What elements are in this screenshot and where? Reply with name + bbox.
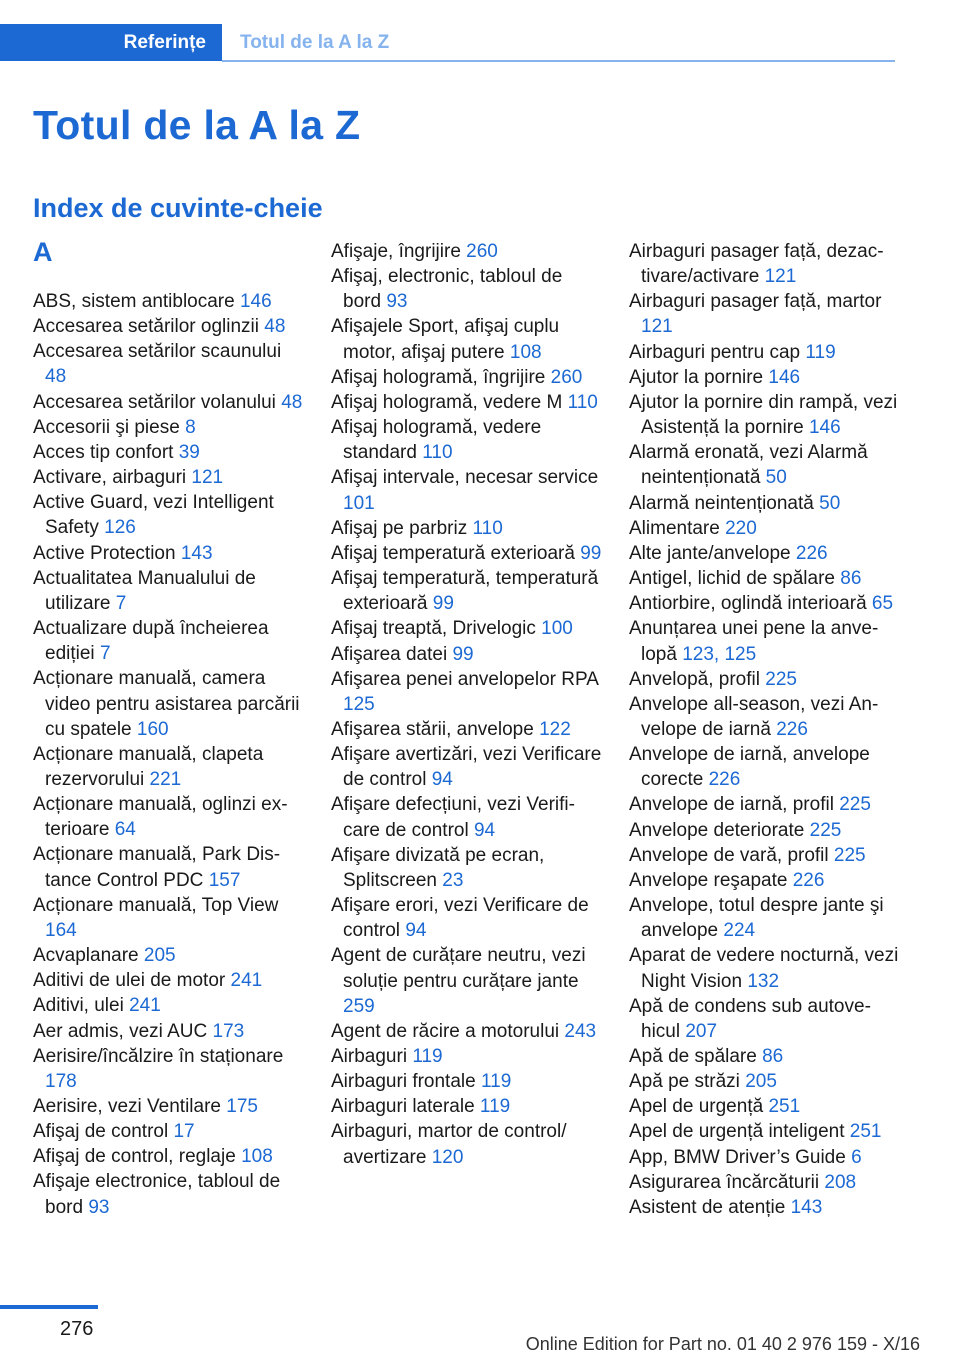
page-reference-link[interactable]: 108 (241, 1146, 273, 1168)
index-entry (331, 1119, 603, 1169)
index-entry (629, 340, 901, 365)
index-term: Afişaj temperatură, temperatură exterioară (331, 568, 599, 615)
index-term: Antiorbire, oglindă interioară (629, 593, 867, 615)
index-entry (33, 616, 305, 666)
page-reference-link[interactable]: 221 (149, 768, 182, 790)
page-reference-link[interactable]: 205 (143, 945, 176, 967)
index-entry (33, 1019, 305, 1044)
index-term: Acvaplanare (33, 945, 139, 967)
page-reference-link[interactable]: 48 (45, 366, 67, 388)
index-term: Apă pe străzi (629, 1071, 740, 1093)
index-entry (331, 792, 603, 842)
page-reference-link[interactable]: 122 (539, 718, 571, 740)
index-term: Afişaj de control (33, 1121, 169, 1143)
page-reference-link[interactable]: 110 (567, 391, 598, 413)
index-entry (33, 742, 305, 792)
chapter-tab-label: Totul de la A la Z (240, 31, 390, 53)
page-reference-link[interactable]: 241 (129, 995, 161, 1017)
page-reference-link[interactable]: 119 (805, 341, 836, 363)
page-reference-link[interactable]: 226 (792, 869, 825, 891)
index-entry (331, 667, 603, 717)
page-reference-link[interactable]: 208 (824, 1171, 857, 1193)
page-reference-link[interactable]: 8 (185, 416, 196, 438)
page-reference-link[interactable]: 39 (178, 441, 200, 463)
index-term: Anvelope all-season, vezi Anvelope de iarnă (629, 693, 879, 740)
page-reference-link[interactable]: 220 (725, 517, 757, 539)
page-reference-link[interactable]: 157 (208, 869, 241, 891)
index-term: Afişarea penei anvelopelor RPA (331, 668, 598, 690)
index-entry (629, 541, 901, 566)
index-term: Afişaj intervale, necesar service (331, 467, 599, 489)
page-reference-link[interactable]: 205 (745, 1071, 777, 1093)
index-term: Afişaj pe parbriz (331, 517, 468, 539)
page-reference-link[interactable]: 48 (281, 391, 303, 413)
page-header (0, 24, 895, 62)
page-reference-link[interactable]: 86 (762, 1046, 784, 1067)
index-term: Acționare manuală, oglinzi exterioare (33, 794, 288, 841)
index-term: Afişaj de control, reglaje (33, 1146, 236, 1168)
index-entry (33, 1169, 305, 1219)
page-reference-link[interactable]: 93 (386, 291, 408, 313)
index-entry (33, 993, 305, 1018)
page-reference-link[interactable]: 64 (114, 819, 136, 841)
index-term: Aerisire, vezi Ventilare (33, 1096, 221, 1117)
page-reference-link[interactable]: 164 (45, 919, 77, 941)
index-entry (33, 465, 305, 490)
page-reference-link[interactable]: 225 (839, 794, 871, 816)
index-entry (629, 1195, 901, 1220)
index-term: Afişaj treaptă, Drivelogic (331, 618, 536, 640)
section-tab-label: Referințe (123, 31, 206, 53)
page-reference-link[interactable]: 93 (88, 1196, 110, 1218)
page-reference-link[interactable]: 225 (809, 819, 842, 841)
index-entry (629, 792, 901, 817)
page-reference-link[interactable]: 94 (405, 920, 427, 942)
index-entry (33, 415, 305, 440)
index-term: Airbaguri pentru cap (629, 341, 801, 363)
index-entry (33, 943, 305, 968)
index-term: Anvelope reşapate (629, 869, 788, 891)
page-reference-link[interactable]: 7 (115, 592, 127, 614)
index-term: Anvelope de iarnă, anvelope corecte (629, 744, 870, 791)
index-term: Afişarea datei (331, 643, 448, 665)
page-reference-link[interactable]: 160 (136, 718, 169, 740)
index-term: Acces tip confort (33, 441, 174, 463)
page-reference-link[interactable]: 86 (840, 568, 862, 590)
index-entry (629, 994, 901, 1044)
index-entry (33, 1119, 305, 1144)
index-entry (629, 1069, 901, 1094)
index-term: Afişaje electronice, tabloul de bord (33, 1171, 281, 1218)
index-term: Afişare erori, vezi Verificare de control (331, 895, 589, 942)
index-entry (331, 314, 603, 364)
index-entry (629, 440, 901, 490)
index-term: Antigel, lichid de spălare (629, 568, 835, 590)
index-term: Airbaguri frontale (331, 1071, 476, 1093)
page-reference-link[interactable]: 241 (230, 970, 263, 992)
index-entry (33, 792, 305, 842)
page-reference-link[interactable]: 226 (708, 769, 741, 791)
index-term: Agent de curățare neutru, vezi soluție pentru curățare jante (331, 945, 586, 992)
index-entry (629, 491, 901, 516)
page-reference-link[interactable]: 260 (550, 366, 583, 388)
page-reference-link[interactable]: 143 (180, 542, 213, 564)
index-term: Alimentare (629, 517, 720, 539)
index-entry (331, 843, 603, 893)
index-entry (629, 818, 901, 843)
page-reference-link[interactable]: 175 (226, 1096, 258, 1117)
index-entry (629, 616, 901, 666)
index-entry (331, 1044, 603, 1069)
page-reference-link[interactable]: 48 (264, 316, 286, 338)
index-term: Afişarea stării, anvelope (331, 718, 534, 740)
page-reference-link[interactable]: 259 (343, 995, 375, 1017)
page-reference-link[interactable]: 260 (466, 241, 498, 262)
page-reference-link[interactable]: 121 (764, 266, 797, 288)
index-entry (331, 616, 603, 641)
page-reference-link[interactable]: 17 (173, 1121, 195, 1143)
index-entry (331, 566, 603, 616)
page-reference-link[interactable]: 108 (509, 341, 542, 363)
page-reference-link[interactable]: 50 (819, 492, 841, 514)
index-term: Acționare manuală, Top View (33, 894, 279, 916)
index-term: Alte jante/anvelope (629, 542, 791, 564)
index-entry (331, 264, 603, 314)
page-reference-link[interactable]: 110 (472, 517, 503, 539)
page-reference-link[interactable]: 143 (790, 1196, 823, 1218)
index-term: Afişaj hologramă, vedere standard (331, 417, 542, 464)
index-term: Anvelope de vară, profil (629, 844, 829, 866)
index-term: Alarmă eronată, vezi Alarmă neintenționată (629, 442, 868, 489)
index-entry (331, 893, 603, 943)
index-entry (33, 893, 305, 943)
index-term: Airbaguri laterale (331, 1096, 475, 1118)
index-term: Apă de condens sub autovehicul (629, 995, 871, 1042)
page-reference-link[interactable]: 120 (431, 1146, 464, 1168)
index-entry (629, 667, 901, 692)
index-term: Apel de urgență (629, 1096, 764, 1118)
index-entry (629, 289, 901, 339)
index-term: Afişaj hologramă, vedere M (331, 391, 563, 413)
index-entry (331, 717, 603, 742)
index-entry (629, 1119, 901, 1144)
index-term: Afişare defecțiuni, vezi Verificare de control (331, 794, 575, 841)
page-reference-link[interactable]: 226 (795, 542, 828, 564)
page-reference-link[interactable]: 132 (747, 970, 780, 992)
index-entry (629, 365, 901, 390)
page-reference-link[interactable]: 101 (343, 492, 375, 514)
index-entry (33, 314, 305, 339)
page-reference-link[interactable]: 99 (452, 643, 474, 665)
page-reference-link[interactable]: 119 (412, 1046, 443, 1067)
index-term: Aerisire/încălzire în staționare (33, 1045, 284, 1067)
index-entry (629, 943, 901, 993)
page-reference-link[interactable]: 121 (641, 316, 673, 338)
chapter-tab[interactable] (240, 24, 389, 61)
page-reference-link[interactable]: 6 (851, 1146, 862, 1168)
index-column-2 (331, 239, 603, 1170)
index-entry (33, 1044, 305, 1094)
index-entry (331, 1094, 603, 1119)
index-term: Active Guard, vezi Intelligent Safety (33, 492, 274, 539)
page-reference-link[interactable]: 23 (442, 869, 464, 891)
index-term: Afişaj hologramă, îngrijire (331, 366, 546, 388)
page-reference-link[interactable]: 243 (564, 1020, 597, 1042)
index-term: Actualitatea Manualului de utilizare (33, 567, 256, 614)
index-term: Afişaje, îngrijire (331, 241, 461, 262)
index-term: Acționare manuală, clapeta rezervorului (33, 743, 264, 790)
index-term: Accesarea setărilor volanului (33, 391, 276, 413)
footer-edition: Online Edition for Part no. 01 40 2 976 159 - X/16 (525, 1334, 920, 1354)
page-number: 276 (60, 1318, 94, 1340)
index-column-1 (33, 289, 305, 1220)
index-term: Ajutor la pornire (629, 366, 764, 388)
index-entry (629, 692, 901, 742)
index-term: Active Protection (33, 542, 176, 564)
index-term: Alarmă neintenționată (629, 492, 814, 514)
index-entry (629, 516, 901, 541)
page-reference-link[interactable]: 173 (212, 1020, 245, 1042)
page-reference-link[interactable]: 226 (776, 718, 808, 740)
index-term: Apă de spălare (629, 1046, 757, 1067)
index-term: Aditivi de ulei de motor (33, 970, 226, 992)
page-reference-link[interactable]: 125 (343, 693, 375, 715)
index-entry (331, 1069, 603, 1094)
index-term: Airbaguri pasager față, dezactivare/activare (629, 241, 884, 288)
index-term: Actualizare după încheierea ediției (33, 618, 269, 665)
index-entry (33, 541, 305, 566)
index-entry (33, 1144, 305, 1169)
page-reference-link[interactable]: 121 (191, 467, 224, 489)
index-entry (629, 566, 901, 591)
index-term: Afişare divizată pe ecran, Splitscreen (331, 844, 545, 891)
index-entry (331, 1019, 603, 1044)
index-term: Afişaj, electronic, tabloul de bord (331, 266, 563, 313)
index-term: Accesarea setărilor oglinzii (33, 316, 259, 338)
page-reference-link[interactable]: 146 (239, 291, 272, 312)
index-term: ABS, sistem antiblocare (33, 291, 235, 312)
index-entry (331, 516, 603, 541)
index-term: Agent de răcire a motorului (331, 1020, 560, 1042)
page-reference-link[interactable]: 119 (479, 1096, 511, 1118)
page-reference-link[interactable]: 146 (808, 417, 841, 439)
index-entry (629, 893, 901, 943)
index-entry (331, 365, 603, 390)
page-reference-link[interactable]: 251 (849, 1121, 882, 1143)
index-entry (331, 742, 603, 792)
page-reference-link[interactable]: 100 (541, 618, 573, 640)
index-entry (629, 591, 901, 616)
index-column-3 (629, 239, 901, 1220)
index-entry (331, 943, 603, 1018)
index-entry (33, 968, 305, 993)
page-reference-link[interactable]: 7 (99, 643, 111, 665)
index-entry (33, 289, 305, 314)
index-entry (629, 868, 901, 893)
page-reference-link[interactable]: 119 (480, 1071, 512, 1093)
page-reference-link[interactable]: 251 (768, 1096, 801, 1118)
index-term: Apel de urgență inteligent (629, 1121, 845, 1143)
index-entry (331, 390, 603, 415)
page-reference-link[interactable]: 94 (473, 819, 496, 841)
index-term: Aparat de vedere nocturnă, vezi Night Vision (629, 945, 899, 992)
index-term: Accesarea setărilor scaunului (33, 341, 282, 363)
page-reference-link[interactable]: 110 (422, 442, 453, 464)
index-entry (33, 666, 305, 741)
index-term: Airbaguri pasager față, martor (629, 291, 882, 313)
page-reference-link[interactable]: 65 (871, 593, 894, 615)
index-term: Activare, airbaguri (33, 467, 187, 489)
index-entry (33, 1094, 305, 1119)
index-term: Afişare avertizări, vezi Verificare de control (331, 744, 602, 791)
index-term: Ajutor la pornire din rampă, vezi Asistență la pornire (629, 391, 898, 439)
index-term: Aditivi, ulei (33, 995, 124, 1017)
index-term: Afişajele Sport, afişaj cuplu motor, afişaj putere (331, 316, 560, 363)
page-reference-link[interactable]: 50 (765, 467, 787, 489)
index-term: App, BMW Driver’s Guide (629, 1146, 846, 1168)
page-reference-link[interactable]: 207 (685, 1020, 718, 1042)
index-term: Asigurarea încărcăturii (629, 1171, 820, 1193)
index-entry (629, 843, 901, 868)
index-entry (629, 1094, 901, 1119)
index-entry (331, 541, 603, 566)
index-term: Anvelopă, profil (629, 668, 760, 690)
index-entry (629, 1170, 901, 1195)
page-reference-link[interactable]: 99 (580, 542, 602, 564)
page-reference-link[interactable]: 126 (104, 517, 136, 539)
index-term: Anvelope deteriorate (629, 819, 805, 841)
index-entry (33, 339, 305, 389)
index-term: Aer admis, vezi AUC (33, 1020, 208, 1042)
index-term: Afişaj temperatură exterioară (331, 542, 575, 564)
index-entry (629, 1145, 901, 1170)
index-entry (629, 390, 901, 440)
index-entry (331, 239, 603, 264)
section-tab[interactable] (0, 24, 222, 61)
page-reference-link[interactable]: 225 (833, 844, 866, 866)
index-letter-heading: A (33, 237, 53, 267)
page-reference-link[interactable]: 225 (765, 668, 797, 690)
index-entry (33, 842, 305, 892)
index-term: Anvelope, totul despre jante şi anvelope (629, 895, 884, 942)
index-entry (33, 566, 305, 616)
index-term: Acționare manuală, Park Distance Control PDC (33, 844, 281, 891)
index-term: Acționare manuală, camera video pentru asistarea parcării cu spatele (33, 668, 300, 740)
index-term: Anunțarea unei pene la anvelopă (629, 618, 879, 665)
index-entry (629, 239, 901, 289)
index-term: Airbaguri, martor de control/ avertizare (331, 1121, 567, 1168)
page-reference-link[interactable]: 99 (432, 593, 454, 615)
header-rule (222, 60, 895, 62)
page-subtitle: Index de cuvinte-cheie (33, 193, 323, 223)
page-title: Totul de la A la Z (33, 102, 361, 148)
page-reference-link[interactable]: 146 (768, 366, 801, 388)
index-term: Asistent de atenție (629, 1196, 786, 1218)
index-term: Airbaguri (331, 1046, 408, 1067)
page-reference-link[interactable]: 94 (431, 769, 453, 791)
page-reference-link[interactable]: 224 (723, 920, 756, 942)
index-entry (331, 415, 603, 465)
page-reference-link[interactable]: 178 (45, 1070, 77, 1092)
index-entry (33, 390, 305, 415)
footer-bar (0, 1305, 98, 1309)
index-entry (331, 642, 603, 667)
index-term: Accesorii şi piese (33, 416, 180, 438)
index-entry (629, 742, 901, 792)
index-entry (331, 465, 603, 515)
index-entry (33, 490, 305, 540)
index-term: Anvelope de iarnă, profil (629, 794, 834, 816)
page-reference-link[interactable]: 123, 125 (682, 643, 757, 665)
index-entry (33, 440, 305, 465)
index-entry (629, 1044, 901, 1069)
